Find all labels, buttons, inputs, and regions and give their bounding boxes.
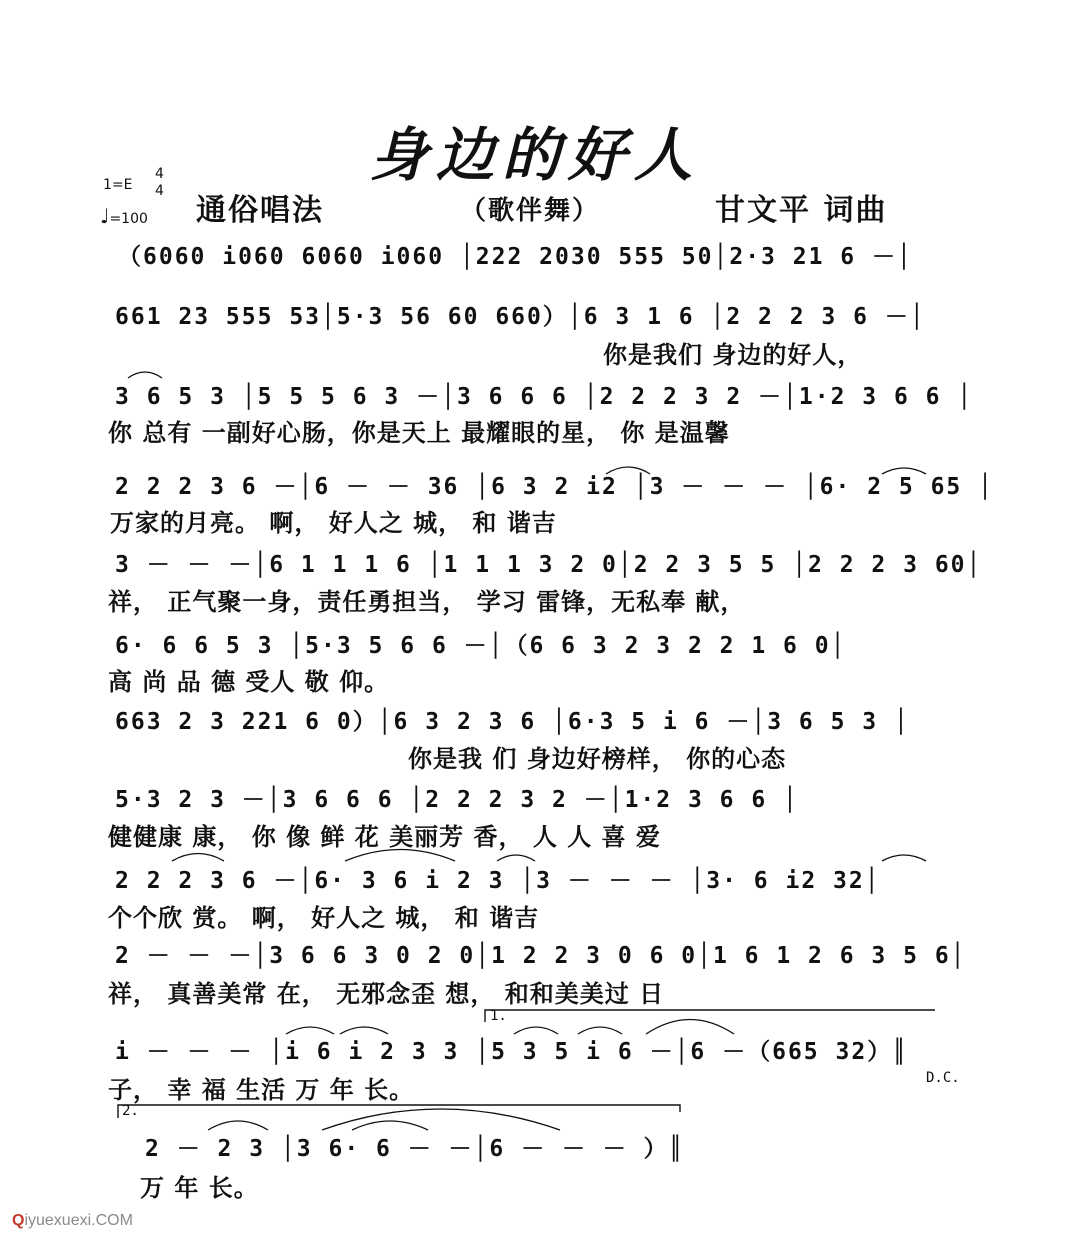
score-row-11-notes: i － － － │i 6 i 2 3 3 │5 3 5 i 6 －│6 －（665 32）║ bbox=[115, 1039, 909, 1065]
score-row-5-notes: 3 － － －│6 1 1 1 6 │1 1 1 3 2 0│2 2 3 5 5 │2 2 2 3 60│ bbox=[115, 552, 983, 578]
score-row-7-lyrics: 你是我 们 身边好榜样， 你的心态 bbox=[408, 744, 787, 773]
time-signature-top: 4 bbox=[155, 166, 164, 182]
author-credit: 甘文平 词曲 bbox=[715, 193, 888, 228]
score-row-12-lyrics: 万 年 长。 bbox=[140, 1173, 259, 1202]
score-row-2-lyrics: 你是我们 身边的好人， bbox=[603, 340, 863, 369]
time-signature-bottom: 4 bbox=[155, 183, 164, 199]
key-signature: 1=E bbox=[103, 177, 133, 193]
score-row-3-notes: 3 6 5 3 │5 5 5 6 3 －│3 6 6 6 │2 2 2 3 2 －│1·2 3 6 6 │ bbox=[115, 384, 974, 410]
watermark-logo: Q bbox=[12, 1212, 25, 1229]
performance-genre: （歌伴舞） bbox=[460, 196, 601, 226]
score-row-4-notes: 2 2 2 3 6 －│6 － － 36 │6 3 2 i2 │3 － － － │6· 2 5 65 │ bbox=[115, 474, 994, 500]
score-row-10-lyrics: 祥， 真善美常 在， 无邪念歪 想， 和和美美过 日 bbox=[108, 979, 665, 1008]
score-row-9-notes: 2 2 2 3 6 －│6· 3 6 i 2 3 │3 － － － │3· 6 i2 32│ bbox=[115, 868, 881, 894]
singing-style: 通俗唱法 bbox=[196, 193, 324, 228]
volta-1-label: 1. bbox=[490, 1008, 507, 1024]
tempo-value: =100 bbox=[109, 211, 148, 227]
song-title: 身边的好人 bbox=[370, 121, 701, 189]
score-row-1-notes: （6060 i060 6060 i060 │222 2030 555 50│2·3 21 6 －│ bbox=[118, 244, 913, 270]
score-row-7-notes: 663 2 3 221 6 0）│6 3 2 3 6 │6·3 5 i 6 －│3 6 5 3 │ bbox=[115, 709, 910, 735]
score-row-11-lyrics: 子， 幸 福 生活 万 年 长。 bbox=[108, 1075, 415, 1104]
quarter-note-icon: ♩ bbox=[100, 204, 110, 228]
volta-2-label: 2. bbox=[122, 1103, 139, 1119]
score-row-12-notes: 2 － 2 3 │3 6· 6 － －│6 － － － ）║ bbox=[145, 1136, 685, 1162]
score-row-5-lyrics: 祥， 正气聚一身，责任勇担当， 学习 雷锋，无私奉 献， bbox=[108, 587, 746, 616]
score-row-6-notes: 6· 6 6 5 3 │5·3 5 6 6 －│（6 6 3 2 3 2 2 1 6 0│ bbox=[115, 633, 847, 659]
score-row-10-notes: 2 － － －│3 6 6 3 0 2 0│1 2 2 3 0 6 0│1 6 1 2 6 3 5 6│ bbox=[115, 943, 967, 969]
score-row-9-lyrics: 个个欣 赏。 啊， 好人之 城， 和 谐吉 bbox=[108, 903, 540, 932]
score-row-6-lyrics: 高 尚 品 德 受人 敬 仰。 bbox=[108, 667, 390, 696]
site-watermark bbox=[12, 1212, 133, 1230]
score-row-2-notes: 661 23 555 53│5·3 56 60 660）│6 3 1 6 │2 2 2 3 6 －│ bbox=[115, 304, 926, 330]
score-row-4-lyrics: 万家的月亮。 啊， 好人之 城， 和 谐吉 bbox=[110, 508, 557, 537]
watermark-text: iyuexuexi.COM bbox=[24, 1212, 133, 1229]
score-row-8-notes: 5·3 2 3 －│3 6 6 6 │2 2 2 3 2 －│1·2 3 6 6 │ bbox=[115, 787, 799, 813]
volta-1-bracket bbox=[485, 1010, 935, 1022]
da-capo-marking: D.C. bbox=[926, 1070, 960, 1086]
score-row-8-lyrics: 健健康 康， 你 像 鲜 花 美丽芳 香， 人 人 喜 爱 bbox=[108, 822, 661, 851]
score-row-3-lyrics: 你 总有 一副好心肠，你是天上 最耀眼的星， 你 是温馨 bbox=[108, 418, 730, 447]
tie-arcs bbox=[128, 372, 926, 1130]
